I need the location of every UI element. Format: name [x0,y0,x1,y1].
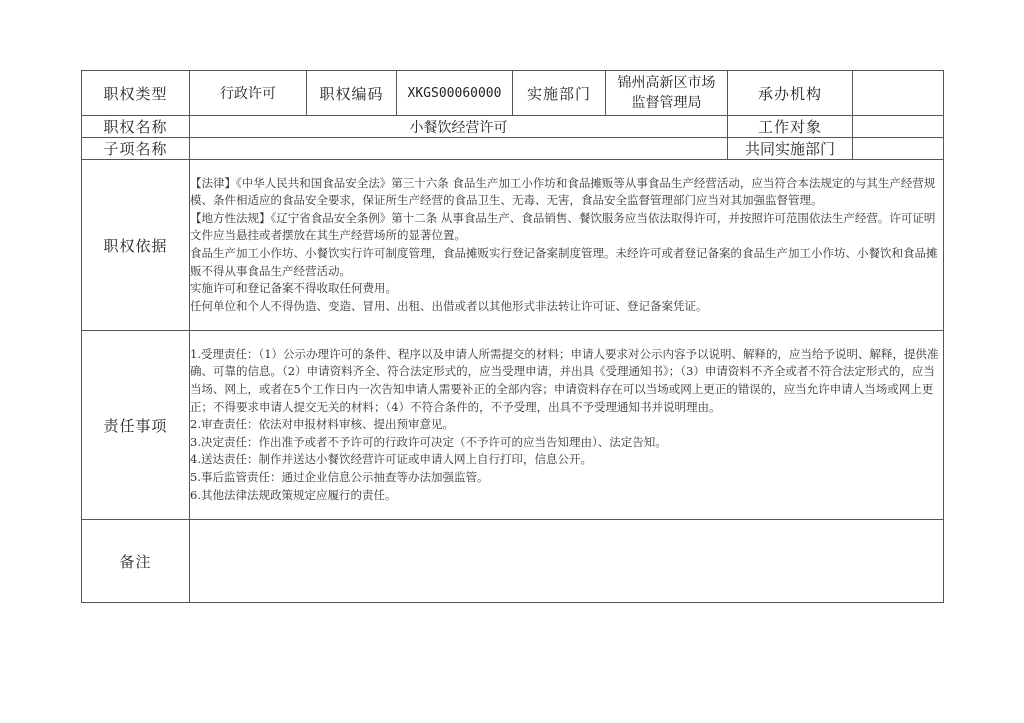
authority-type-label: 职权类型 [82,71,190,116]
authority-table [81,70,944,603]
basis-paragraph: 任何单位和个人不得伪造、变造、冒用、出租、出借或者以其他形式非法转让许可证、登记备案凭证。 [190,298,708,313]
sub-item-value [190,138,728,160]
responsibility-item: 4.送达责任：制作并送达小餐饮经营许可证或申请人网上自行打印，信息公开。 [190,452,592,467]
responsibility-item: 5.事后监管责任：通过企业信息公示抽查等办法加强监管。 [190,469,489,484]
implementing-dept-label: 实施部门 [513,71,606,116]
joint-dept-value [853,138,944,160]
row-authority-name [82,116,944,138]
joint-dept-label: 共同实施部门 [728,138,853,160]
remarks-label: 备注 [82,520,190,603]
work-target-label: 工作对象 [728,116,853,138]
basis-paragraph: 【法律】《中华人民共和国食品安全法》第三十六条 食品生产加工小作坊和食品摊贩等从事食品生产经营活动，应当符合本法规定的与其生产经营规模、条件相适应的食品安全要求，保证所生产经营的食品卫生、无毒、无害，食品安全监督管理部门应当对其加强监督管理。 [190,175,936,208]
basis-paragraph: 【地方性法规】《辽宁省食品安全条例》第十二条 从事食品生产、食品销售、餐饮服务应当依法取得许可，并按照许可范围依法生产经营。许可证明文件应当悬挂或者摆放在其生产经营场所的显著位置。 [190,210,936,243]
responsibility-item: 6.其他法律法规政策规定应履行的责任。 [190,487,397,502]
basis-paragraph: 实施许可和登记备案不得收取任何费用。 [190,281,397,296]
authority-code-label: 职权编码 [307,71,397,116]
sub-item-label: 子项名称 [82,138,190,160]
row-sub-item [82,138,944,160]
responsibility-content [190,331,944,520]
row-remarks [82,520,944,603]
legal-basis-content [190,160,944,331]
row-legal-basis [82,160,944,331]
row-responsibility [82,331,944,520]
basis-paragraph: 食品生产加工小作坊、小餐饮实行许可制度管理，食品摊贩实行登记备案制度管理。未经许可或者登记备案的食品生产加工小作坊、小餐饮和食品摊贩不得从事食品生产经营活动。 [190,246,938,278]
work-target-value [853,116,944,138]
handling-org-value [853,71,944,116]
authority-name-label: 职权名称 [82,116,190,138]
authority-type-value: 行政许可 [190,71,307,116]
responsibility-item: 3.决定责任：作出准予或者不予许可的行政许可决定（不予许可的应当告知理由）、法定告知。 [190,434,667,449]
responsibility-item: 2.审查责任：依法对申报材料审核、提出预审意见。 [190,417,454,432]
responsibility-label: 责任事项 [82,331,190,520]
handling-org-label: 承办机构 [728,71,853,116]
authority-code-value: XKGS00060000 [397,71,513,116]
implementing-dept-value: 锦州高新区市场监督管理局 [606,71,728,116]
legal-basis-label: 职权依据 [82,160,190,331]
row-authority-type [82,71,944,116]
responsibility-item: 1.受理责任：（1）公示办理许可的条件、程序以及申请人所需提交的材料；申请人要求对公示内容予以说明、解释的，应当给予说明、解释，提供准确、可靠的信息。（2）申请资料齐全、符合法定形式的，应当受理申请，并出具《受理通知书》；（3）申请资料不齐全或者不符合法定形式的，应当当场、网上，或者在5个工作日内一次告知申请人需要补正的全部内容；申请资料存在可以当场或网上更正的错误的，应当允许申请人当场或网上更正；不得要求申请人提交无关的材料；（4）不符合条件的，不予受理，出具不予受理通知书并说明理由。 [190,346,939,414]
remarks-value [190,520,944,603]
authority-name-value: 小餐饮经营许可 [190,116,728,138]
